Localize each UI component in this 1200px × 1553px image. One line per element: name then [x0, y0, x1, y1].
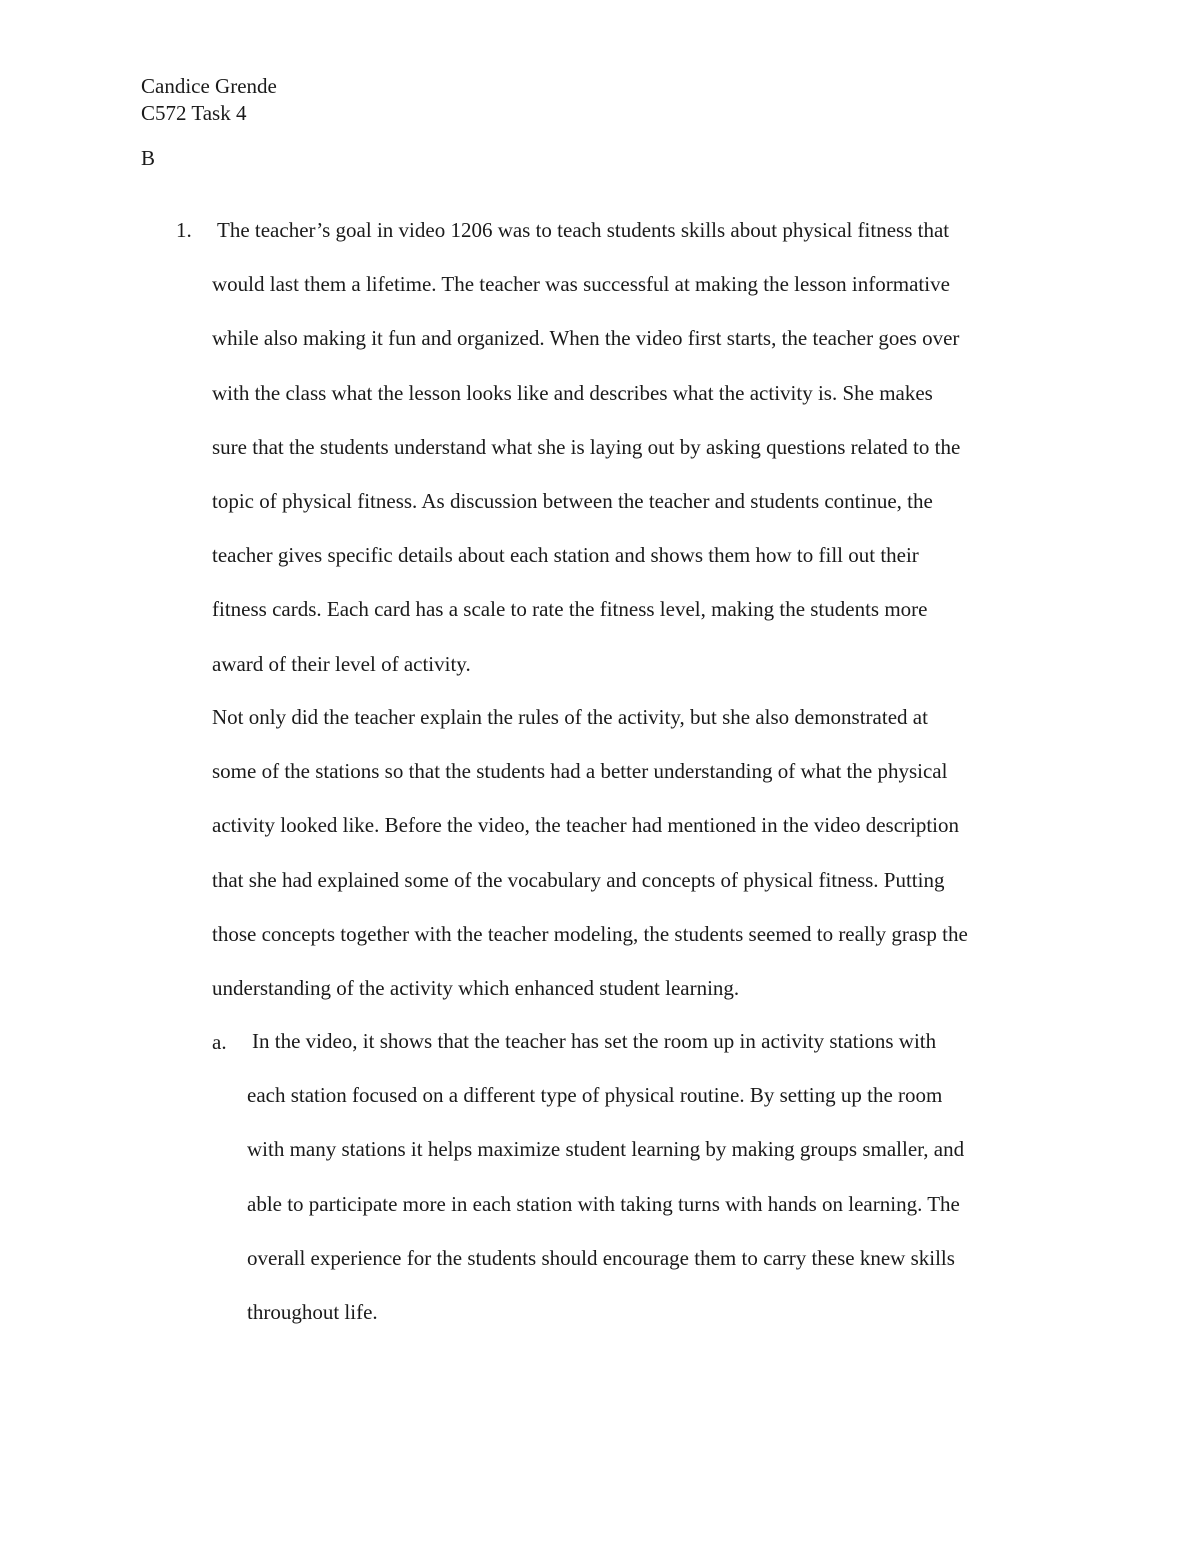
paragraph-line: those concepts together with the teacher modeling, the students seemed to really grasp the [212, 921, 968, 946]
item-1-paragraph-2 [212, 690, 1072, 1015]
paragraph-line: overall experience for the students should encourage them to carry these knew skills [247, 1245, 955, 1270]
list-item-number: 1. [176, 218, 192, 242]
paragraph-line: throughout life. [247, 1300, 378, 1325]
paragraph-line: teacher gives specific details about each station and shows them how to fill out their [212, 543, 919, 568]
paragraph-line: The teacher’s goal in video 1206 was to teach students skills about physical fitness that [217, 218, 950, 242]
sub-item-letter: a. [212, 1030, 227, 1054]
paragraph-line: able to participate more in each station with taking turns with hands on learning. The [247, 1191, 960, 1216]
paragraph-line: some of the stations so that the students had a better understanding of what the physical [212, 759, 948, 784]
paragraph-line: would last them a lifetime. The teacher was successful at making the lesson informative [212, 272, 950, 297]
paragraph-line: sure that the students understand what she is laying out by asking questions related to the [212, 434, 961, 459]
paragraph-line: award of their level of activity. [212, 651, 471, 676]
paragraph-line: while also making it fun and organized. When the video first starts, the teacher goes over [212, 326, 960, 351]
paragraph-line: understanding of the activity which enhanced student learning. [212, 976, 740, 1001]
paragraph-line: topic of physical fitness. As discussion between the teacher and students continue, the [212, 489, 933, 514]
paragraph-line: Not only did the teacher explain the rules of the activity, but she also demonstrated at [212, 705, 928, 729]
item-1-paragraph-1 [212, 203, 1072, 691]
paragraph-line: that she had explained some of the vocabulary and concepts of physical fitness. Putting [212, 867, 945, 892]
section-heading: B [141, 146, 156, 170]
sub-item-a-paragraph [247, 1014, 1067, 1339]
paragraph-line: activity looked like. Before the video, the teacher had mentioned in the video description [212, 813, 960, 838]
paragraph-line: In the video, it shows that the teacher has set the room up in activity stations with [252, 1029, 937, 1053]
paragraph-line: with the class what the lesson looks like and describes what the activity is. She makes [212, 380, 933, 405]
paragraph-line: each station focused on a different type of physical routine. By setting up the room [247, 1083, 943, 1108]
paragraph-line: with many stations it helps maximize student learning by making groups smaller, and [247, 1137, 965, 1162]
course-task-title: C572 Task 4 [141, 101, 247, 125]
author-name: Candice Grende [141, 74, 277, 98]
paragraph-line: fitness cards. Each card has a scale to rate the fitness level, making the students more [212, 597, 928, 622]
